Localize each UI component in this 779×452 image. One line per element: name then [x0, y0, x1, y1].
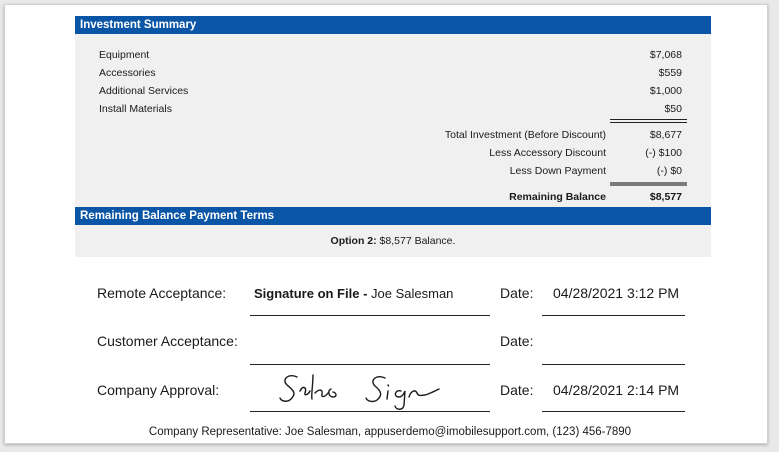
down-payment-value: (-) $0: [656, 165, 682, 177]
line-item-label: Additional Services: [99, 85, 189, 97]
investment-summary-panel: [75, 34, 711, 210]
company-signature-image: [275, 365, 455, 411]
remote-date-value: 04/28/2021 3:12 PM: [553, 285, 680, 301]
remaining-balance-value: $8,577: [649, 191, 682, 203]
customer-date-label: Date:: [500, 333, 534, 349]
total-label: Total Investment (Before Discount): [444, 129, 606, 141]
discount-value: (-) $100: [645, 147, 682, 159]
line-item-value: $559: [658, 67, 682, 79]
company-date-label: Date:: [500, 382, 534, 398]
discount-label: Less Accessory Discount: [489, 147, 606, 159]
remote-date-line: [542, 315, 685, 316]
line-item-label: Equipment: [99, 49, 150, 61]
company-date-line: [542, 411, 685, 412]
remote-signer-name: Joe Salesman: [367, 286, 454, 301]
company-approval-label: Company Approval:: [97, 382, 220, 398]
remote-acceptance-label: Remote Acceptance:: [97, 285, 227, 301]
remaining-balance-label: Remaining Balance: [509, 191, 606, 203]
remote-signature-value: [254, 286, 453, 301]
line-item-label: Install Materials: [99, 103, 172, 115]
document-page: [4, 4, 768, 444]
line-item-value: $1,000: [649, 85, 682, 97]
line-item-value: $7,068: [649, 49, 682, 61]
total-value: $8,677: [649, 129, 682, 141]
payment-terms-panel: [75, 225, 711, 257]
signature-on-file-text: Signature on File -: [254, 286, 368, 301]
line-item-label: Accessories: [99, 67, 156, 79]
option-text: $8,577 Balance.: [376, 235, 456, 247]
customer-acceptance-label: Customer Acceptance:: [97, 333, 238, 349]
company-date-value: 04/28/2021 2:14 PM: [553, 382, 680, 398]
company-signature-line: [250, 411, 490, 412]
down-payment-label: Less Down Payment: [509, 165, 606, 177]
investment-summary-header: Investment Summary: [75, 16, 711, 34]
subtotal-double-rule: [610, 119, 687, 123]
line-item-value: $50: [664, 103, 682, 115]
option-label: Option 2:: [330, 235, 377, 247]
payment-terms-header: Remaining Balance Payment Terms: [75, 207, 711, 225]
company-representative-footer: Company Representative: Joe Salesman, appuserdemo@imobilesupport.com, (123) 456-7890: [148, 426, 632, 438]
balance-rule: [610, 182, 687, 186]
remote-signature-line: [250, 315, 490, 316]
payment-option: [75, 235, 711, 247]
remote-date-label: Date:: [500, 285, 534, 301]
customer-date-line[interactable]: [542, 364, 685, 365]
